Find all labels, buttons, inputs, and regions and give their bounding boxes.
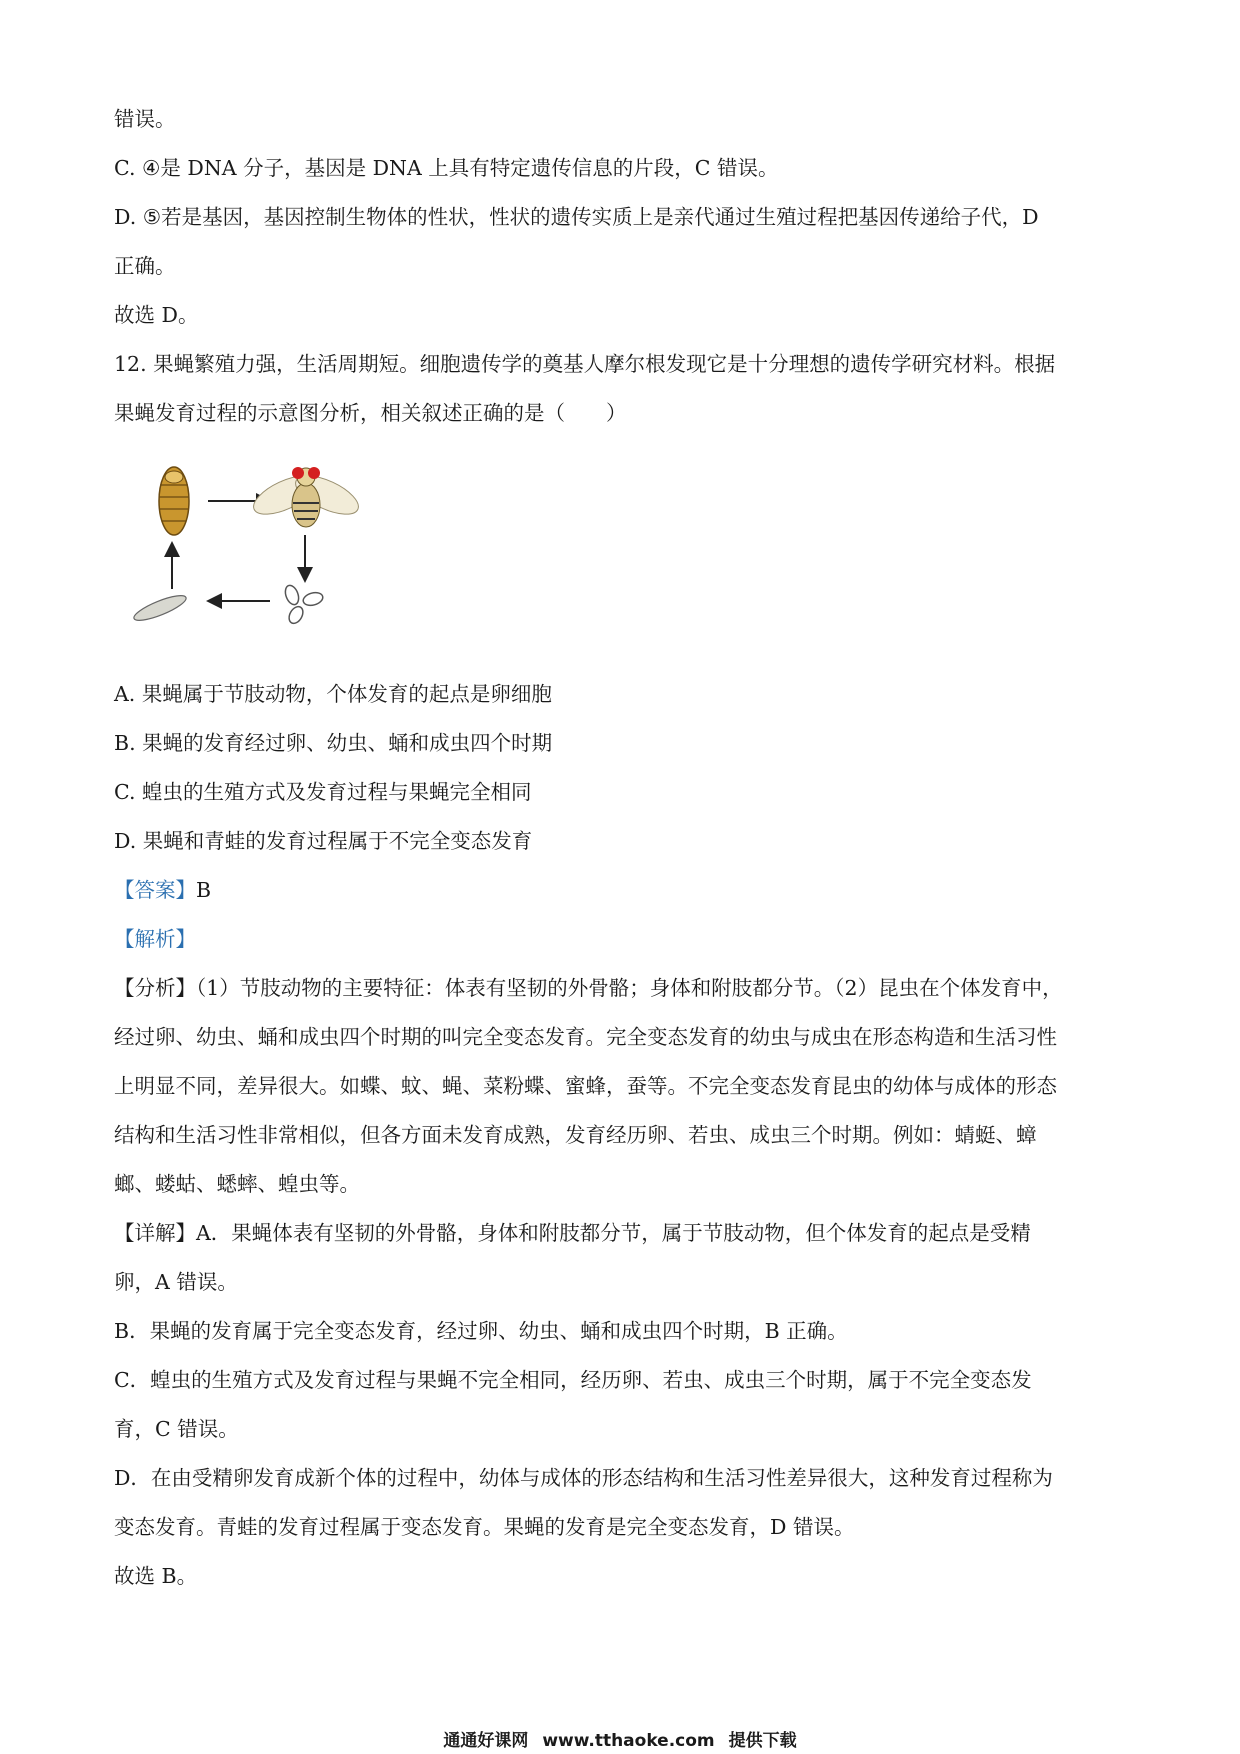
detail-line: 卵，A 错误。 [114,1270,238,1294]
pupa-icon [159,467,189,535]
option-b: B. 果蝇的发育经过卵、幼虫、蛹和成虫四个时期 [114,731,553,755]
question-stem: 12. 果蝇繁殖力强，生活周期短。细胞遗传学的奠基人摩尔根发现它是十分理想的遗传学研究材料。根据 [114,352,1056,376]
text-line: C. ④是 DNA 分子，基因是 DNA 上具有特定遗传信息的片段，C 错误。 [114,156,779,180]
eggs-icon [283,584,324,626]
analysis-sub-label: 【分析】 [114,976,196,1000]
detail-line: C．蝗虫的生殖方式及发育过程与果蝇不完全相同，经历卵、若虫、成虫三个时期，属于不完全变态发 [114,1368,1032,1392]
footer-action: 提供下载 [728,1731,797,1751]
adult-fly-icon [248,467,360,527]
text-line: 故选 D。 [114,303,199,327]
text-line: 正确。 [114,254,176,278]
detail-label: 【详解】 [114,1221,196,1245]
option-a: A. 果蝇属于节肢动物，个体发育的起点是卵细胞 [114,682,552,706]
detail-line: D．在由受精卵发育成新个体的过程中，幼体与成体的形态结构和生活习性差异很大，这种发育过程称为 [114,1466,1053,1490]
analysis-line: 上明显不同，差异很大。如蝶、蚊、蝇、菜粉蝶、蜜蜂，蚕等。不完全变态发育昆虫的幼体与成体的形态 [114,1074,1057,1098]
analysis-line: 结构和生活习性非常相似，但各方面未发育成熟，发育经历卵、若虫、成虫三个时期。例如：蜻蜓、蟑 [114,1123,1037,1147]
question-stem: 果蝇发育过程的示意图分析，相关叙述正确的是（ ） [114,401,627,425]
larva-icon [131,591,188,625]
detail-line: 故选 B。 [114,1564,198,1588]
detail-line [114,1220,1134,1246]
detail-text: A．果蝇体表有坚韧的外骨骼，身体和附肢都分节，属于节肢动物，但个体发育的起点是受精 [196,1221,1031,1245]
detail-line: 育，C 错误。 [114,1417,239,1441]
footer-url[interactable]: www.tthaoke.com [542,1731,715,1751]
detail-line: 变态发育。青蛙的发育过程属于变态发育。果蝇的发育是完全变态发育，D 错误。 [114,1515,855,1539]
analysis-line: 经过卵、幼虫、蛹和成虫四个时期的叫完全变态发育。完全变态发育的幼虫与成虫在形态构造和生活习性 [114,1025,1057,1049]
fruit-fly-life-cycle-diagram [120,455,360,635]
answer-line [114,877,1134,903]
analysis-line [114,975,1134,1001]
footer-site: 通通好课网 [443,1731,529,1751]
answer-value: B [196,878,212,902]
analysis-heading [114,926,1134,952]
option-c: C. 蝗虫的生殖方式及发育过程与果蝇完全相同 [114,780,532,804]
option-d: D. 果蝇和青蛙的发育过程属于不完全变态发育 [114,829,533,853]
text-line: 错误。 [114,107,176,131]
analysis-text: （1）节肢动物的主要特征：体表有坚韧的外骨骼；身体和附肢都分节。（2）昆虫在个体发育中， [196,976,1063,1000]
analysis-label: 【解析】 [114,927,196,951]
detail-line: B．果蝇的发育属于完全变态发育，经过卵、幼虫、蛹和成虫四个时期，B 正确。 [114,1319,848,1343]
text-line: D. ⑤若是基因，基因控制生物体的性状，性状的遗传实质上是亲代通过生殖过程把基因传递给子代，D [114,205,1039,229]
page-footer [0,1726,1240,1751]
analysis-line: 螂、蝼蛄、蟋蟀、蝗虫等。 [114,1172,360,1196]
answer-label: 【答案】 [114,878,196,902]
